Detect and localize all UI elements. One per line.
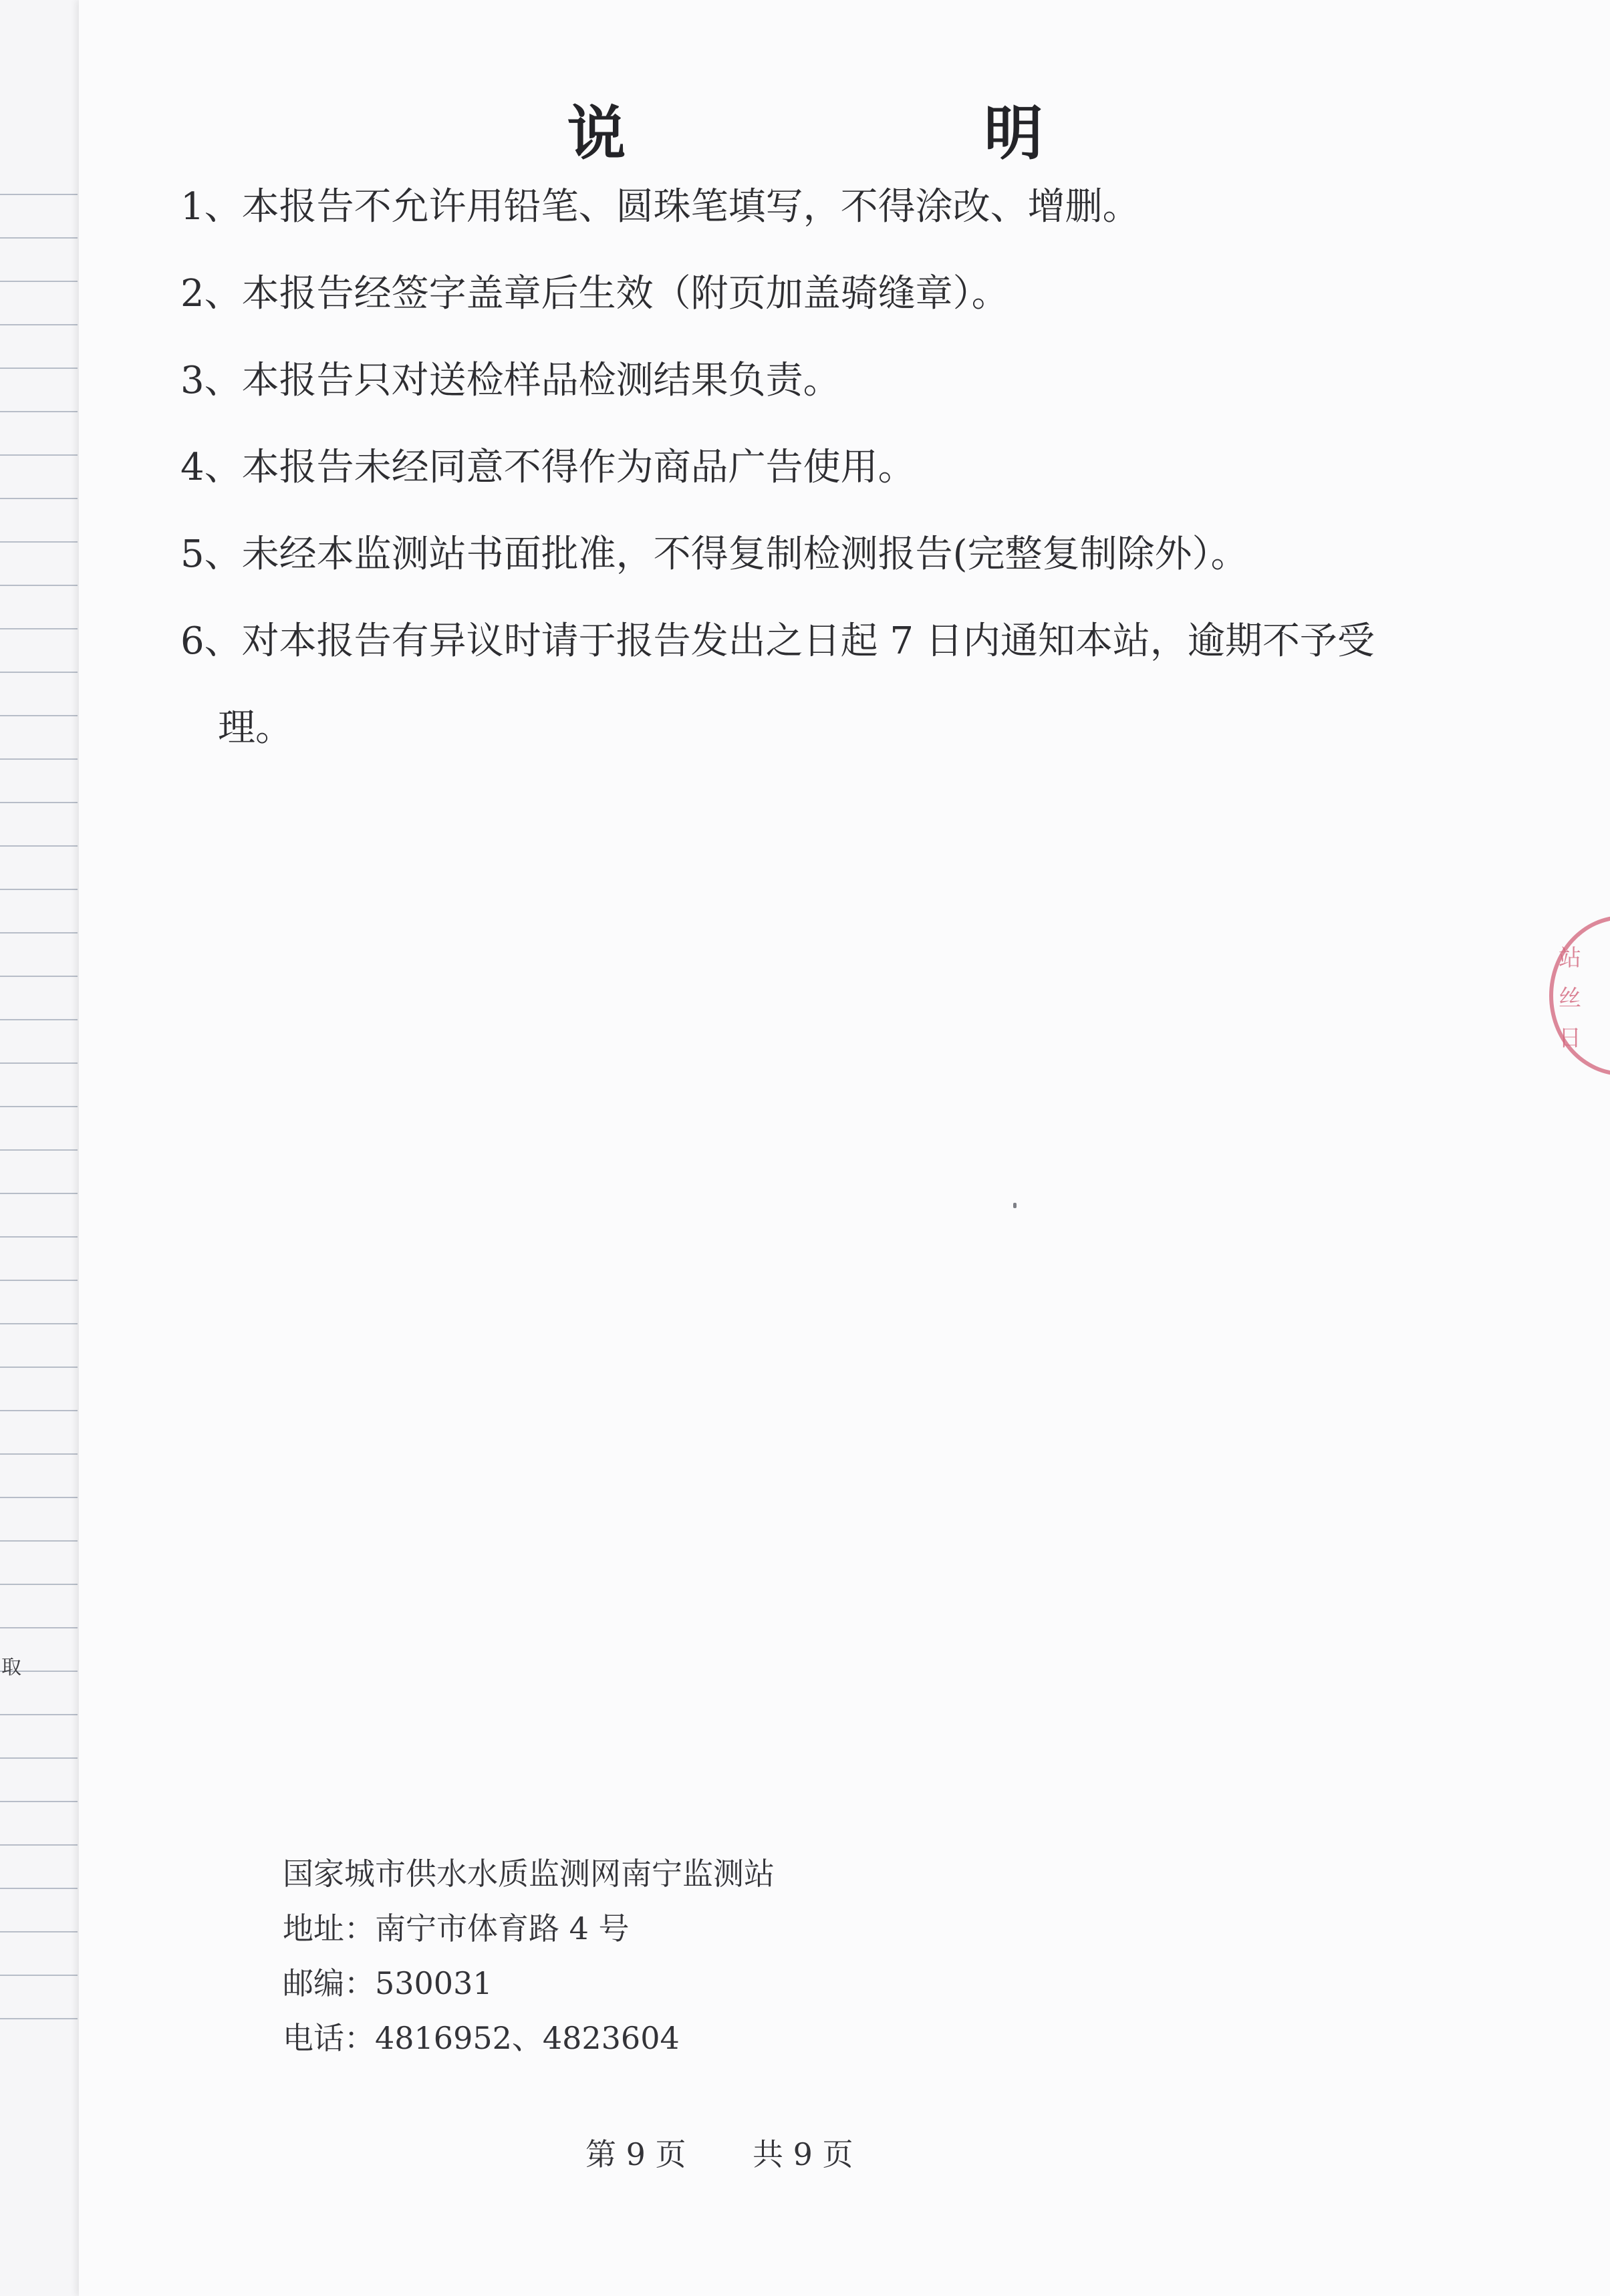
page-total: 共 9 页: [753, 2136, 853, 2172]
edge-text: 取: [1, 1656, 21, 1679]
notice-item-1: 1、本报告不允许用铅笔、圆珠笔填写，不得涂改、增删。: [180, 185, 1140, 229]
ruled-line: [0, 845, 78, 847]
ruled-line: [0, 411, 78, 412]
ruled-line: [0, 932, 78, 934]
notice-item-2: 2、本报告经签字盖章后生效（附页加盖骑缝章）。: [180, 272, 1009, 315]
ruled-line: [0, 324, 78, 325]
ruled-line: [0, 1323, 78, 1324]
ruled-line: [0, 1584, 78, 1585]
ruled-line: [0, 889, 78, 890]
ruled-line: [0, 1844, 78, 1846]
ruled-line: [0, 1975, 78, 1976]
ruled-line: [0, 1801, 78, 1802]
seal-character: 站: [1559, 945, 1581, 972]
address: 地址：南宁市体育路 4 号: [283, 1910, 630, 1947]
ruled-line: [0, 1193, 78, 1194]
seal-character: 丝: [1559, 985, 1581, 1012]
ruled-line: [0, 1062, 78, 1064]
ruled-line: [0, 715, 78, 716]
ruled-line: [0, 802, 78, 803]
ruled-line: [0, 1367, 78, 1368]
phone: 电话：4816952、4823604: [283, 2020, 680, 2056]
page-number: 第 9 页: [585, 2136, 686, 2172]
organization-name: 国家城市供水水质监测网南宁监测站: [283, 1856, 775, 1892]
page-title: 说 明: [567, 98, 1123, 168]
ruled-line: [0, 368, 78, 369]
ruled-line: [0, 194, 78, 195]
ruled-line: [0, 1627, 78, 1628]
ruled-line: [0, 672, 78, 673]
seal-stamp: [1549, 915, 1610, 1076]
ruled-line: [0, 976, 78, 977]
ruled-line: [0, 1757, 78, 1759]
notice-item-6-continuation: 理。: [218, 706, 293, 750]
ruled-line: [0, 1714, 78, 1715]
ruled-line: [0, 1497, 78, 1498]
document-sheet: [79, 0, 1610, 2296]
ruled-line: [0, 281, 78, 282]
ruled-line: [0, 1019, 78, 1020]
ruled-line: [0, 2018, 78, 2019]
ruled-line: [0, 1149, 78, 1151]
underlying-page-edge: [0, 0, 81, 2296]
ruled-line: [0, 541, 78, 543]
notice-item-6: 6、对本报告有异议时请于报告发出之日起 7 日内通知本站，逾期不予受: [180, 619, 1375, 663]
ruled-line: [0, 1106, 78, 1107]
seal-character: 日: [1559, 1025, 1581, 1052]
ruled-line: [0, 454, 78, 456]
ruled-line: [0, 1540, 78, 1542]
notice-item-4: 4、本报告未经同意不得作为商品广告使用。: [180, 446, 916, 489]
ruled-line: [0, 585, 78, 586]
ruled-line: [0, 1236, 78, 1238]
ruled-line: [0, 498, 78, 499]
ruled-line: [0, 758, 78, 760]
ruled-line: [0, 1280, 78, 1281]
ruled-line: [0, 237, 78, 239]
ruled-line: [0, 1931, 78, 1932]
ruled-line: [0, 628, 78, 629]
notice-item-3: 3、本报告只对送检样品检测结果负责。: [180, 359, 841, 402]
postcode: 邮编：530031: [283, 1965, 493, 2001]
paper-speck: [1013, 1203, 1017, 1208]
ruled-line: [0, 1410, 78, 1411]
ruled-line: [0, 1888, 78, 1889]
ruled-line: [0, 1453, 78, 1455]
notice-item-5: 5、未经本监测站书面批准，不得复制检测报告(完整复制除外）。: [180, 533, 1248, 576]
